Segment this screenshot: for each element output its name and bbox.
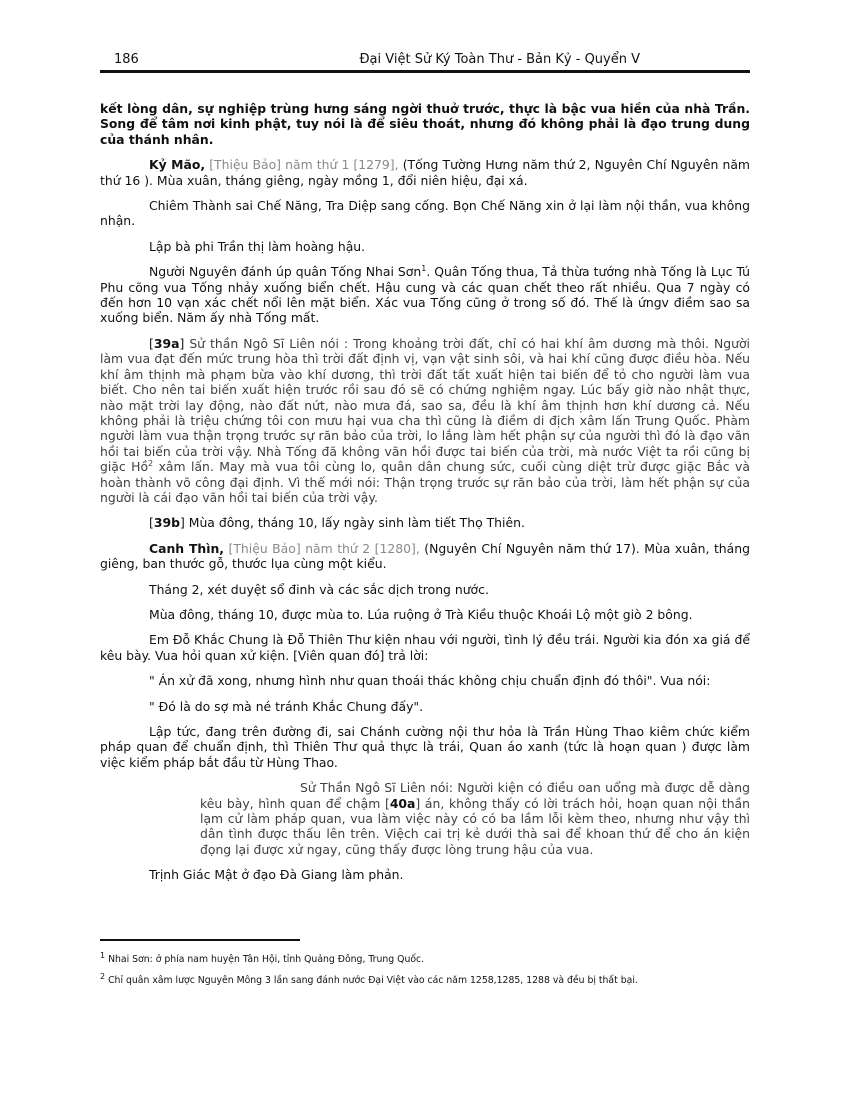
running-title: Đại Việt Sử Ký Toàn Thư - Bản Kỷ - Quyển V xyxy=(359,52,640,67)
footnote-mark: 1 xyxy=(100,950,106,960)
commentary-paragraph: [39a] Sử thần Ngô Sĩ Liên nói : Trong khoảng trời đất, chỉ có hai khí âm dương mà thôi. Người làm vua đạt đến mức trung hòa thì trời đất định vị, vạn vật sinh sôi, và hai khí cũng được điều hòa. Nếu khí âm thịnh mà phạm bừa vào khí dương, thì trời đất tất xuất hiện tai biến để tỏ cho người làm vua biết. Cho nên tai biến xuất hiện trước rồi sau đó sẽ có chứng nghiệm ngay. Lúc bấy giờ nào nhật thực, nào mặt trời lay động, nào đất nứt, nào mưa đá, sao sa, đều là khí âm thịnh hơn khí dương cả. Nếu không phải là triệu chứng tôi con mưu hại vua cha thì cũng là điềm di địch xâm lấn Trung Quốc. Phàm người làm vua thận trọng trước sự răn bảo của trời, lo lắng làm hết phận sự của người thì đó là đạo vãn hồi tai biến của trời vậy. Nhà Tống đã không vãn hồi được tai biến của trời, mà nước Việt ta rồi cũng bị giặc Hồ$^2$ xâm lấn. May mà vua tôi cùng lo, quân dân chung sức, cuối cùng diệt trừ được giặc Bắc và hoàn thành võ công đại định. Vì thế mới nói: Thận trọng trước sự răn bảo của trời, làm hết phận sự của người là cái đạo vãn hồi tai biến của trời vậy. xyxy=(100,335,750,505)
paragraph xyxy=(100,264,750,326)
folio-ref: 39a xyxy=(153,335,180,351)
paragraph xyxy=(100,157,750,188)
page-header xyxy=(100,52,750,70)
footnotes xyxy=(100,950,750,996)
paragraph: Lập bà phi Trần thị làm hoàng hậu. xyxy=(149,238,366,254)
paragraph: " Án xử đã xong, nhưng hình như quan thoái thác không chịu chuẩn định đó thôi". Vua nói: xyxy=(149,673,711,689)
footnote-mark: 2 xyxy=(100,971,106,981)
footnote-text: Chỉ quân xâm lược Nguyên Mông 3 lần sang đánh nước Đại Việt vào các năm 1258,1285, 1288 và đều bị thất bại. xyxy=(108,975,638,986)
footnote-ref[interactable]: 2 xyxy=(148,459,154,468)
paragraph: Mùa đông, tháng 10, được mùa to. Lúa ruộng ở Trà Kiều thuộc Khoái Lộ một giò 2 bông. xyxy=(149,606,693,622)
paragraph: [39b] Mùa đông, tháng 10, lấy ngày sinh làm tiết Thọ Thiên. xyxy=(149,515,525,531)
commentary-quote xyxy=(200,780,750,857)
folio-ref: 39b xyxy=(153,515,180,531)
reign-note: [Thiệu Bảo] năm thứ 2 [1280], xyxy=(228,540,420,556)
paragraph-text: ] án, không thấy có lời trách hỏi, hoạn quan nội thần lạm cử làm pháp quan, vua làm việc này có có ba lầm lỗi kèm theo, nhưng như vậy thì dân tình được thấu lên trên. Việch cai trị kẻ dưới thà sai để khoan thứ để cho án kiện đọng lại được xử ngay, cũng thấy được lòng trung hậu của vua. xyxy=(200,795,750,857)
page-number: 186 xyxy=(114,52,139,67)
paragraph-text: (Tống Tường Hưng năm thứ 2, Nguyên Chí Nguyên năm thứ 16 ). Mùa xuân, tháng giêng, ngày mồng 1, đổi niên hiệu, đại xá. xyxy=(100,157,750,188)
header-rule xyxy=(100,70,750,73)
paragraph: Trịnh Giác Mật ở đạo Đà Giang làm phản. xyxy=(149,867,404,883)
paragraph xyxy=(100,541,750,572)
paragraph: Lập tức, đang trên đường đi, sai Chánh cường nội thư hỏa là Trần Hùng Thao kiêm chức kiểm pháp quan để chuẩn định, thì Thiên Thư quả thực là trái, Quan áo xanh (tức là hoạn quan ) được làm việc kiểm pháp bắt đầu từ Hùng Thao. xyxy=(100,724,750,770)
paragraph-text: (Nguyên Chí Nguyên năm thứ 17). Mùa xuân, tháng giêng, ban thước gỗ, thước lụa cùng một kiểu. xyxy=(100,540,750,572)
paragraph: Tháng 2, xét duyệt sổ đinh và các sắc dịch trong nước. xyxy=(149,581,489,597)
footnote xyxy=(100,971,750,987)
paragraph: Em Đỗ Khắc Chung là Đỗ Thiên Thư kiện nhau với người, tình lý đều trái. Người kia đón xa giá để kêu bày. Vua hỏi quan xử kiện. [Viên quan đó] trả lời: xyxy=(100,632,750,663)
folio-ref: 40a xyxy=(389,795,416,811)
paragraph-text: Người Nguyên đánh úp quân Tống Nhai Sơn xyxy=(149,264,422,280)
paragraph: Chiêm Thành sai Chế Năng, Tra Diệp sang cống. Bọn Chế Năng xin ở lại làm nội thần, vua không nhận. xyxy=(100,198,750,229)
footnote-ref[interactable]: 1 xyxy=(421,264,427,274)
paragraph-text: Sử Thần Ngô Sĩ Liên nói: Người kiện có điều oan uổng mà được dễ dàng kêu bày, hình quan để chậm [ xyxy=(200,780,750,811)
footnote-rule xyxy=(100,939,300,941)
reign-note: [Thiệu Bảo] năm thứ 1 [1279], xyxy=(209,157,399,173)
footnote xyxy=(100,950,750,966)
main-text xyxy=(100,101,750,893)
footnote-text: Nhai Sơn: ở phía nam huyện Tân Hội, tỉnh Quảng Đông, Trung Quốc. xyxy=(108,954,425,965)
paragraph-text: Mùa đông, tháng 10, lấy ngày sinh làm tiết Thọ Thiên. xyxy=(188,515,525,531)
paragraph: " Đó là do sợ mà né tránh Khắc Chung đấy". xyxy=(149,698,424,714)
year-heading: Kỷ Mão, xyxy=(149,157,206,173)
year-heading: Canh Thìn, xyxy=(149,540,225,556)
paragraph-text: . Quân Tống thua, Tả thừa tướng nhà Tống là Lục Tú Phu cõng vua Tống nhảy xuống biển chết. Hậu cung và các quan chết theo rất nhiều. Qua 7 ngày có đến hơn 10 vạn xác chết nổi lên mặt biển. Xác vua Tống cũng ở trong số đó. Thế là ứngv điềm sao sa xuống biển. Năm ấy nhà Tống mất. xyxy=(100,264,750,326)
paragraph-text: xâm lấn. May mà vua tôi cùng lo, quân dân chung sức, cuối cùng diệt trừ được giặc Bắc và hoàn thành võ công đại định. Vì thế mới nói: Thận trọng trước sự răn bảo của trời, làm hết phận sự của người là cái đạo vãn hồi tai biến của trời vậy. xyxy=(100,459,750,505)
paragraph: kết lòng dân, sự nghiệp trùng hưng sáng ngời thuở trước, thực là bậc vua hiền của nhà Trần. Song để tâm nơi kinh phật, tuy nói là để siêu thoát, nhưng đó không phải là đạo trung dung của thánh nhân. xyxy=(100,101,750,147)
paragraph-text: Sử thần Ngô Sĩ Liên nói : Trong khoảng trời đất, chỉ có hai khí âm dương mà thôi. Người làm vua đạt đến mức trung hòa thì trời đất định vị, vạn vật sinh sôi, và hai khí cũng được điều hòa. Nếu khí âm thịnh mà phạm bừa vào khí dương, thì trời đất tất xuất hiện tai biến để tỏ cho người làm vua biết. Cho nên tai biến xuất hiện trước rồi sau đó sẽ có chứng nghiệm ngay. Lúc bấy giờ nào nhật thực, nào mặt trời lay động, nào đất nứt, nào mưa đá, sao sa, đều là khí âm thịnh hơn khí dương cả. Nếu không phải là triệu chứng tôi con mưu hại vua cha thì cũng là điềm di địch xâm lấn Trung Quốc. Phàm người làm vua thận trọng trước sự răn bảo của trời, lo lắng làm hết phận sự của người thì đó là đạo vãn hồi tai biến của trời vậy. Nhà Tống đã không vãn hồi được tai biến của trời, mà nước Việt ta rồi cũng bị giặc Hồ xyxy=(100,335,750,475)
